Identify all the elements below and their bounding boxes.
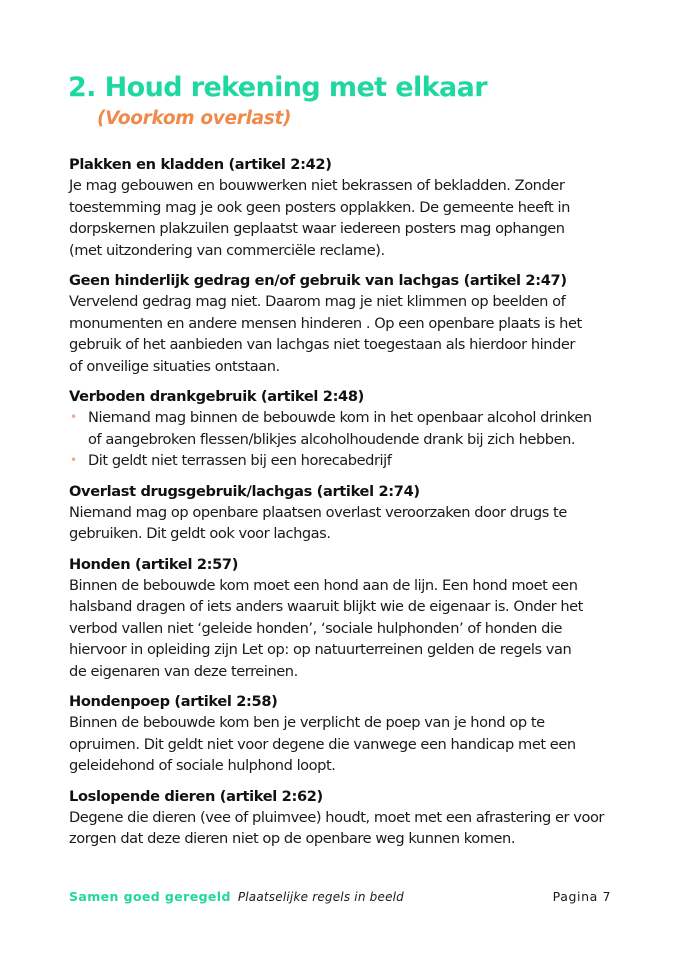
section-heading: Overlast drugsgebruik/lachgas (artikel 2:74) <box>69 482 420 500</box>
section-body <box>69 575 629 683</box>
bullet-line: Niemand mag binnen de bebouwde kom in het openbaar alcohol drinken <box>88 409 592 426</box>
body-line: (met uitzondering van commerciële reclame). <box>69 241 385 259</box>
footer-brand: Samen goed geregeld <box>69 889 231 904</box>
bullet-item <box>69 450 629 472</box>
section-heading: Verboden drankgebruik (artikel 2:48) <box>69 388 364 405</box>
body-line: of onveilige situaties ontstaan. <box>69 357 280 375</box>
body-line: gebruiken. Dit geldt ook voor lachgas. <box>69 525 331 542</box>
body-line: verbod vallen niet ‘geleide honden’, ‘sociale hulphonden’ of honden die <box>69 619 563 637</box>
section-heading: Plakken en kladden (artikel 2:42) <box>69 156 332 173</box>
section-hondenpoep <box>69 692 629 777</box>
bullet-line: of aangebroken flessen/blikjes alcoholhoudende drank bij zich hebben. <box>88 430 576 448</box>
page-title: 2. Houd rekening met elkaar <box>68 72 487 103</box>
bullet-icon: • <box>70 453 77 467</box>
page-number: Pagina 7 <box>552 889 611 904</box>
section-heading: Loslopende dieren (artikel 2:62) <box>69 787 323 805</box>
page-footer <box>69 887 611 907</box>
body-line: zorgen dat deze dieren niet op de openbare weg kunnen komen. <box>69 830 516 847</box>
body-line: Binnen de bebouwde kom moet een hond aan de lijn. Een hond moet een <box>69 576 578 594</box>
section-body <box>69 291 629 377</box>
bullet-line: Dit geldt niet terrassen bij een horecabedrijf <box>88 452 392 469</box>
section-loslopende-dieren <box>69 787 629 850</box>
body-line: Je mag gebouwen en bouwwerken niet bekrassen of bekladden. Zonder <box>69 177 565 194</box>
section-heading: Hondenpoep (artikel 2:58) <box>69 693 278 710</box>
content <box>69 155 629 860</box>
body-line: toestemming mag je ook geen posters opplakken. De gemeente heeft in <box>69 198 570 216</box>
section-verboden-drankgebruik <box>69 387 629 472</box>
body-line: halsband dragen of iets anders waaruit blijkt wie de eigenaar is. Onder het <box>69 598 583 615</box>
section-body <box>69 712 629 777</box>
body-line: Vervelend gedrag mag niet. Daarom mag je niet klimmen op beelden of <box>69 293 566 310</box>
body-line: Degene die dieren (vee of pluimvee) houdt, moet met een afrastering er voor <box>69 808 604 826</box>
bullet-icon: • <box>70 410 77 424</box>
section-heading: Geen hinderlijk gedrag en/of gebruik van lachgas (artikel 2:47) <box>69 272 567 289</box>
section-body <box>69 502 629 545</box>
footer-tagline: Plaatselijke regels in beeld <box>237 890 404 904</box>
section-body <box>69 175 629 261</box>
body-line: geleidehond of sociale hulphond loopt. <box>69 757 336 774</box>
body-line: monumenten en andere mensen hinderen . Op een openbare plaats is het <box>69 314 582 332</box>
section-heading: Honden (artikel 2:57) <box>69 555 239 573</box>
body-line: gebruik of het aanbieden van lachgas niet toegestaan als hierdoor hinder <box>69 336 575 353</box>
bullet-item <box>69 407 629 450</box>
section-plakken-en-kladden <box>69 155 629 261</box>
section-honden <box>69 555 629 683</box>
body-line: dorpskernen plakzuilen geplaatst waar iedereen posters mag ophangen <box>69 220 565 237</box>
bullet-list <box>69 407 629 472</box>
section-body <box>69 807 629 850</box>
page-subtitle: (Voorkom overlast) <box>97 108 292 129</box>
body-line: de eigenaren van deze terreinen. <box>69 662 298 680</box>
body-line: Niemand mag op openbare plaatsen overlast veroorzaken door drugs te <box>69 503 567 521</box>
body-line: opruimen. Dit geldt niet voor degene die vanwege een handicap met een <box>69 735 576 753</box>
body-line: Binnen de bebouwde kom ben je verplicht de poep van je hond op te <box>69 714 545 731</box>
section-overlast-drugsgebruik <box>69 482 629 545</box>
body-line: hiervoor in opleiding zijn Let op: op natuurterreinen gelden de regels van <box>69 641 572 658</box>
section-hinderlijk-gedrag <box>69 271 629 377</box>
